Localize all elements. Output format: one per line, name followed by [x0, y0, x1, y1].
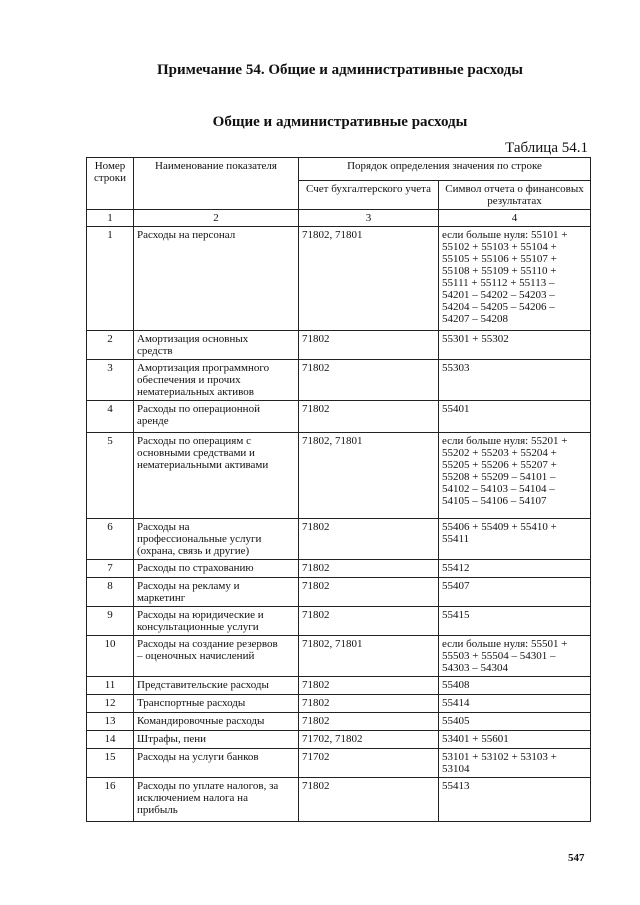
indicator-name-cell: Штрафы, пени	[134, 731, 299, 749]
account-cell: 71702, 71802	[299, 731, 439, 749]
column-number: 4	[439, 210, 591, 227]
header-indicator-name: Наименование показателя	[134, 158, 299, 210]
table-row	[87, 695, 591, 713]
symbol-cell: 55407	[439, 578, 591, 607]
header-procedure: Порядок определения значения по строке	[299, 158, 591, 181]
indicator-name-cell: Амортизация основных средств	[134, 331, 299, 360]
table-row	[87, 731, 591, 749]
row-number-cell: 12	[87, 695, 134, 713]
column-number: 2	[134, 210, 299, 227]
indicator-name-cell: Расходы на персонал	[134, 227, 299, 331]
account-cell: 71802	[299, 401, 439, 433]
symbol-cell: если больше нуля: 55101 + 55102 + 55103 + 55104 + 55105 + 55106 + 55107 + 55108 + 55109 + 55110 + 55111 + 55112 + 55113 – 54201 – 54202 – 54203 – 54204 – 54205 – 54206 – 54207 – 54208	[439, 227, 591, 331]
row-number-cell: 10	[87, 636, 134, 677]
row-number-cell: 8	[87, 578, 134, 607]
indicator-name-cell: Расходы на услуги банков	[134, 749, 299, 778]
table-row	[87, 360, 591, 401]
table-row	[87, 433, 591, 519]
account-cell: 71802	[299, 677, 439, 695]
account-cell: 71802	[299, 331, 439, 360]
symbol-cell: если больше нуля: 55501 + 55503 + 55504 – 54301 – 54303 – 54304	[439, 636, 591, 677]
account-cell: 71802	[299, 607, 439, 636]
indicator-name-cell: Амортизация программного обеспечения и прочих нематериальных активов	[134, 360, 299, 401]
symbol-cell: 55303	[439, 360, 591, 401]
row-number-cell: 5	[87, 433, 134, 519]
row-number-cell: 3	[87, 360, 134, 401]
indicator-name-cell: Расходы на создание резервов – оценочных начислений	[134, 636, 299, 677]
account-cell: 71802	[299, 713, 439, 731]
account-cell: 71702	[299, 749, 439, 778]
symbol-cell: 55301 + 55302	[439, 331, 591, 360]
row-number-cell: 9	[87, 607, 134, 636]
column-number-row	[87, 210, 591, 227]
symbol-cell: 55413	[439, 778, 591, 822]
column-number: 1	[87, 210, 134, 227]
table-row	[87, 607, 591, 636]
indicator-name-cell: Расходы на профессиональные услуги (охрана, связь и другие)	[134, 519, 299, 560]
symbol-cell: 55406 + 55409 + 55410 + 55411	[439, 519, 591, 560]
table-row	[87, 778, 591, 822]
account-cell: 71802	[299, 560, 439, 578]
row-number-cell: 16	[87, 778, 134, 822]
table-row	[87, 560, 591, 578]
row-number-cell: 4	[87, 401, 134, 433]
header-symbol: Символ отчета о финансовых результатах	[439, 181, 591, 210]
table-row	[87, 677, 591, 695]
page-title: Примечание 54. Общие и административные расходы	[157, 62, 523, 78]
indicator-name-cell: Расходы на юридические и консультационные услуги	[134, 607, 299, 636]
indicator-name-cell: Расходы по операциям с основными средствами и нематериальными активами	[134, 433, 299, 519]
symbol-cell: 55414	[439, 695, 591, 713]
section-title: Общие и административные расходы	[212, 114, 468, 130]
row-number-cell: 7	[87, 560, 134, 578]
table-row	[87, 636, 591, 677]
symbol-cell: 53401 + 55601	[439, 731, 591, 749]
indicator-name-cell: Представительские расходы	[134, 677, 299, 695]
symbol-cell: 55405	[439, 713, 591, 731]
table-row	[87, 749, 591, 778]
account-cell: 71802	[299, 360, 439, 401]
symbol-cell: 53101 + 53102 + 53103 + 53104	[439, 749, 591, 778]
table-row	[87, 578, 591, 607]
account-cell: 71802	[299, 695, 439, 713]
table-row	[87, 713, 591, 731]
account-cell: 71802	[299, 578, 439, 607]
column-number: 3	[299, 210, 439, 227]
indicator-name-cell: Расходы на рекламу и маркетинг	[134, 578, 299, 607]
table-label: Таблица 54.1	[505, 140, 588, 156]
row-number-cell: 2	[87, 331, 134, 360]
indicator-name-cell: Расходы по страхованию	[134, 560, 299, 578]
table-row	[87, 331, 591, 360]
account-cell: 71802	[299, 519, 439, 560]
indicator-name-cell: Транспортные расходы	[134, 695, 299, 713]
header-row-number: Номер строки	[87, 158, 134, 210]
account-cell: 71802, 71801	[299, 433, 439, 519]
table-row	[87, 401, 591, 433]
indicator-name-cell: Командировочные расходы	[134, 713, 299, 731]
table-row	[87, 227, 591, 331]
row-number-cell: 14	[87, 731, 134, 749]
row-number-cell: 1	[87, 227, 134, 331]
symbol-cell: 55401	[439, 401, 591, 433]
account-cell: 71802, 71801	[299, 227, 439, 331]
table-header-row	[87, 158, 591, 181]
symbol-cell: если больше нуля: 55201 + 55202 + 55203 + 55204 + 55205 + 55206 + 55207 + 55208 + 55209 – 54101 – 54102 – 54103 – 54104 – 54105 – 54106 – 54107	[439, 433, 591, 519]
row-number-cell: 15	[87, 749, 134, 778]
row-number-cell: 6	[87, 519, 134, 560]
account-cell: 71802, 71801	[299, 636, 439, 677]
row-number-cell: 11	[87, 677, 134, 695]
indicator-name-cell: Расходы по уплате налогов, за исключением налога на прибыль	[134, 778, 299, 822]
header-account: Счет бухгалтерского учета	[299, 181, 439, 210]
table-row	[87, 519, 591, 560]
symbol-cell: 55408	[439, 677, 591, 695]
page-number: 547	[568, 852, 585, 864]
symbol-cell: 55412	[439, 560, 591, 578]
expenses-table	[86, 157, 591, 822]
symbol-cell: 55415	[439, 607, 591, 636]
indicator-name-cell: Расходы по операционной аренде	[134, 401, 299, 433]
row-number-cell: 13	[87, 713, 134, 731]
account-cell: 71802	[299, 778, 439, 822]
